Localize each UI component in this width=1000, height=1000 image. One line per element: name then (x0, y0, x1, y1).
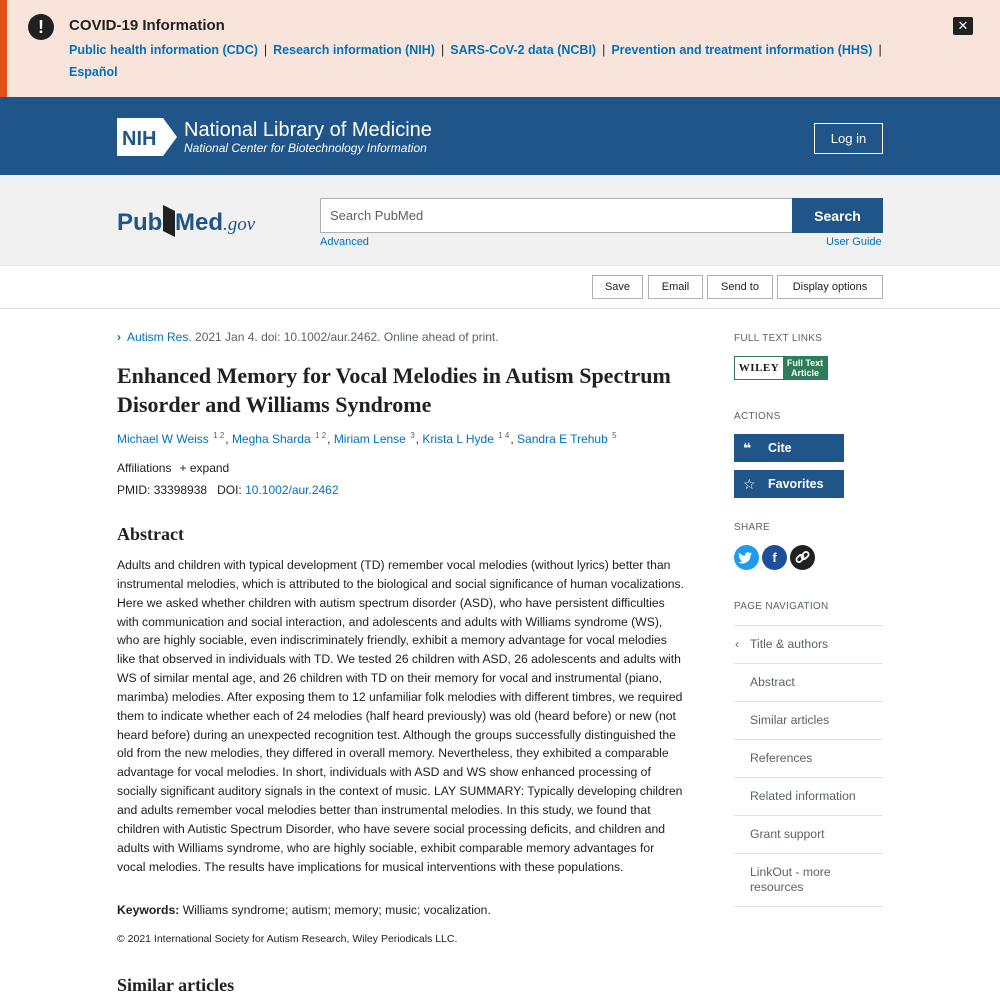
keywords-label: Keywords: (117, 903, 180, 917)
wiley-full-text-label (783, 357, 827, 379)
nav-item-label: LinkOut - more resources (750, 865, 831, 894)
author-link[interactable]: Miriam Lense (333, 432, 406, 446)
author-affiliation-refs[interactable]: 1 2 (315, 431, 327, 440)
display-options-button[interactable]: Display options (777, 275, 883, 299)
nav-item-label: Related information (750, 789, 856, 803)
nav-item-label: Abstract (750, 675, 795, 689)
pubmed-logo-gov: .gov (223, 214, 256, 235)
quote-icon: ❝ (743, 440, 752, 456)
covid-links (69, 39, 919, 83)
wiley-brand: WILEY (735, 357, 783, 379)
author-link[interactable]: Sandra E Trehub (517, 432, 608, 446)
nlm-title: National Library of Medicine (184, 119, 432, 141)
covid-link-cdc[interactable]: Public health information (CDC) (69, 43, 258, 57)
alert-icon: ! (28, 14, 54, 40)
twitter-icon[interactable] (734, 545, 759, 570)
action-bar (0, 266, 1000, 309)
cite-button[interactable] (734, 434, 844, 462)
author-link[interactable]: Megha Sharda (231, 432, 311, 446)
chevron-right-icon[interactable]: › (117, 330, 121, 344)
nav-item-grant-support[interactable] (734, 815, 883, 853)
covid-link-nih[interactable]: Research information (NIH) (273, 43, 435, 57)
copyright: © 2021 International Society for Autism Research, Wiley Periodicals LLC. (117, 933, 458, 945)
link-separator: | (878, 43, 882, 57)
author-affiliation-refs[interactable]: 1 4 (498, 431, 510, 440)
link-separator: | (602, 43, 606, 57)
link-separator: | (440, 43, 445, 57)
pmid-value: 33398938 (153, 483, 208, 497)
nih-logo-letters: NIH (122, 128, 157, 150)
favorites-button[interactable] (734, 470, 844, 498)
nav-item-label: Grant support (750, 827, 825, 841)
search-input[interactable] (320, 198, 793, 233)
similar-articles-heading: Similar articles (117, 975, 235, 995)
star-icon: ☆ (743, 476, 756, 492)
covid-link-hhs[interactable]: Prevention and treatment information (HHS) (611, 43, 873, 57)
abstract-text: Adults and children with typical development (TD) remember vocal melodies (without lyrics) better than instrumental melodies, which is attributed to the biological and social significance of human vocalizations. Here we asked whether children with autism spectrum disorder (ASD), who have persistent difficulties with communication and social interaction, and adolescents and adults with Williams syndrome (WS), who are highly sociable, even indiscriminately friendly, exhibit a memory advantage for vocal melodies like that observed in individuals with TD. We tested 26 children with ASD, 26 adolescents and adults with WS of similar mental age, and 26 children with TD on their memory for vocal and instrumental (piano, marimba) melodies. After exposing them to 12 unfamiliar folk melodies with different timbres, we required them to indicate whether each of 24 melodies (half heard previously) was old (heard before) or new (not heard before) during an unexpected recognition test. Although the groups successfully distinguished the old from the new melodies, they differed in overall memory. Nevertheless, they exhibited a comparable advantage for vocal melodies. In short, individuals with ASD and WS show enhanced processing of socially significant auditory signals in the context of music. LAY SUMMARY: Typically developing children and adults remember vocal melodies better than instrumental melodies. In this study, we found that children with Autistic Spectrum Disorder, who have severe social processing deficits, and children and adults with Williams syndrome, who are highly sociable, exhibit comparable memory advantages for vocal melodies. The results have implications for musical interventions with these populations. (117, 558, 685, 874)
abstract-heading: Abstract (117, 524, 184, 544)
login-button[interactable]: Log in (814, 123, 883, 154)
wiley-full-text-link[interactable] (734, 356, 828, 380)
nav-item-linkout[interactable] (734, 853, 883, 907)
pubmed-logo-icon[interactable] (117, 197, 262, 241)
full-text-links-label: FULL TEXT LINKS (734, 333, 823, 344)
email-button[interactable]: Email (648, 275, 703, 299)
permalink-icon[interactable] (790, 545, 815, 570)
ncbi-subtitle: National Center for Biotechnology Information (184, 141, 427, 155)
journal-citation (117, 330, 499, 344)
pmid-label: PMID: (117, 483, 151, 497)
citation-details: 2021 Jan 4. doi: 10.1002/aur.2462. Online ahead of print. (191, 330, 499, 344)
affiliations-toggle[interactable] (117, 461, 229, 475)
page-navigation-label: PAGE NAVIGATION (734, 601, 829, 612)
advanced-search-link[interactable]: Advanced (320, 236, 369, 248)
nav-item-label: Title & authors (750, 637, 829, 651)
keywords (117, 903, 491, 917)
user-guide-link[interactable]: User Guide (826, 236, 882, 248)
author-affiliation-refs[interactable]: 1 2 (213, 431, 225, 440)
nih-logo-text[interactable] (184, 119, 432, 156)
search-button[interactable]: Search (792, 198, 883, 233)
pubmed-logo-med: Med (175, 209, 223, 236)
nav-item-references[interactable] (734, 739, 883, 777)
author-link[interactable]: Krista L Hyde (422, 432, 494, 446)
nav-item-abstract[interactable] (734, 663, 883, 701)
send-to-button[interactable]: Send to (707, 275, 773, 299)
author-affiliation-refs[interactable]: 3 (410, 431, 415, 440)
save-button[interactable]: Save (592, 275, 643, 299)
facebook-icon[interactable]: f (762, 545, 787, 570)
doi-label: DOI: (217, 483, 242, 497)
page-navigation (734, 625, 883, 907)
wiley-line1: Full Text (786, 358, 824, 368)
link-separator: | (263, 43, 268, 57)
nav-item-related-information[interactable] (734, 777, 883, 815)
covid-banner (0, 0, 1000, 97)
wiley-line2: Article (790, 368, 819, 378)
search-band (0, 175, 1000, 266)
author-list: Michael W Weiss $^{1 2}$, Megha Sharda $^{1 2}$, Miriam Lense $^3$, Krista L Hyde $^{1 4}$, Sandra E Trehub $^5$ (117, 431, 617, 446)
covid-title: COVID-19 Information (69, 17, 225, 34)
nav-item-title-authors[interactable] (734, 625, 883, 663)
nav-item-label: Similar articles (750, 713, 830, 727)
cite-label: Cite (768, 441, 792, 455)
share-label: SHARE (734, 522, 770, 533)
close-icon[interactable]: ✕ (953, 17, 973, 35)
favorites-label: Favorites (768, 477, 824, 491)
keywords-list: Williams syndrome; autism; memory; music; vocalization. (179, 903, 491, 917)
expand-label: expand (189, 461, 230, 475)
actions-label: ACTIONS (734, 411, 781, 422)
covid-link-ncbi[interactable]: SARS-CoV-2 data (NCBI) (450, 43, 597, 57)
author-affiliation-refs[interactable]: 5 (612, 431, 617, 440)
affiliations-label: Affiliations (117, 461, 172, 475)
author-link[interactable]: Michael W Weiss (117, 432, 209, 446)
plus-icon: + (179, 461, 187, 475)
pubmed-logo-pub: Pub (117, 209, 163, 236)
nav-item-similar-articles[interactable] (734, 701, 883, 739)
nih-logo-icon[interactable] (117, 118, 177, 156)
nav-item-label: References (750, 751, 813, 765)
nih-header (0, 97, 1000, 175)
chevron-left-icon: ‹ (735, 637, 740, 651)
article-ids (117, 483, 339, 497)
doi-link[interactable]: 10.1002/aur.2462 (245, 483, 339, 497)
covid-link-espanol[interactable]: Español (69, 65, 118, 79)
journal-name-link[interactable]: Autism Res. (127, 330, 192, 344)
article-title: Enhanced Memory for Vocal Melodies in Autism Spectrum Disorder and Williams Syndrome (117, 363, 671, 417)
